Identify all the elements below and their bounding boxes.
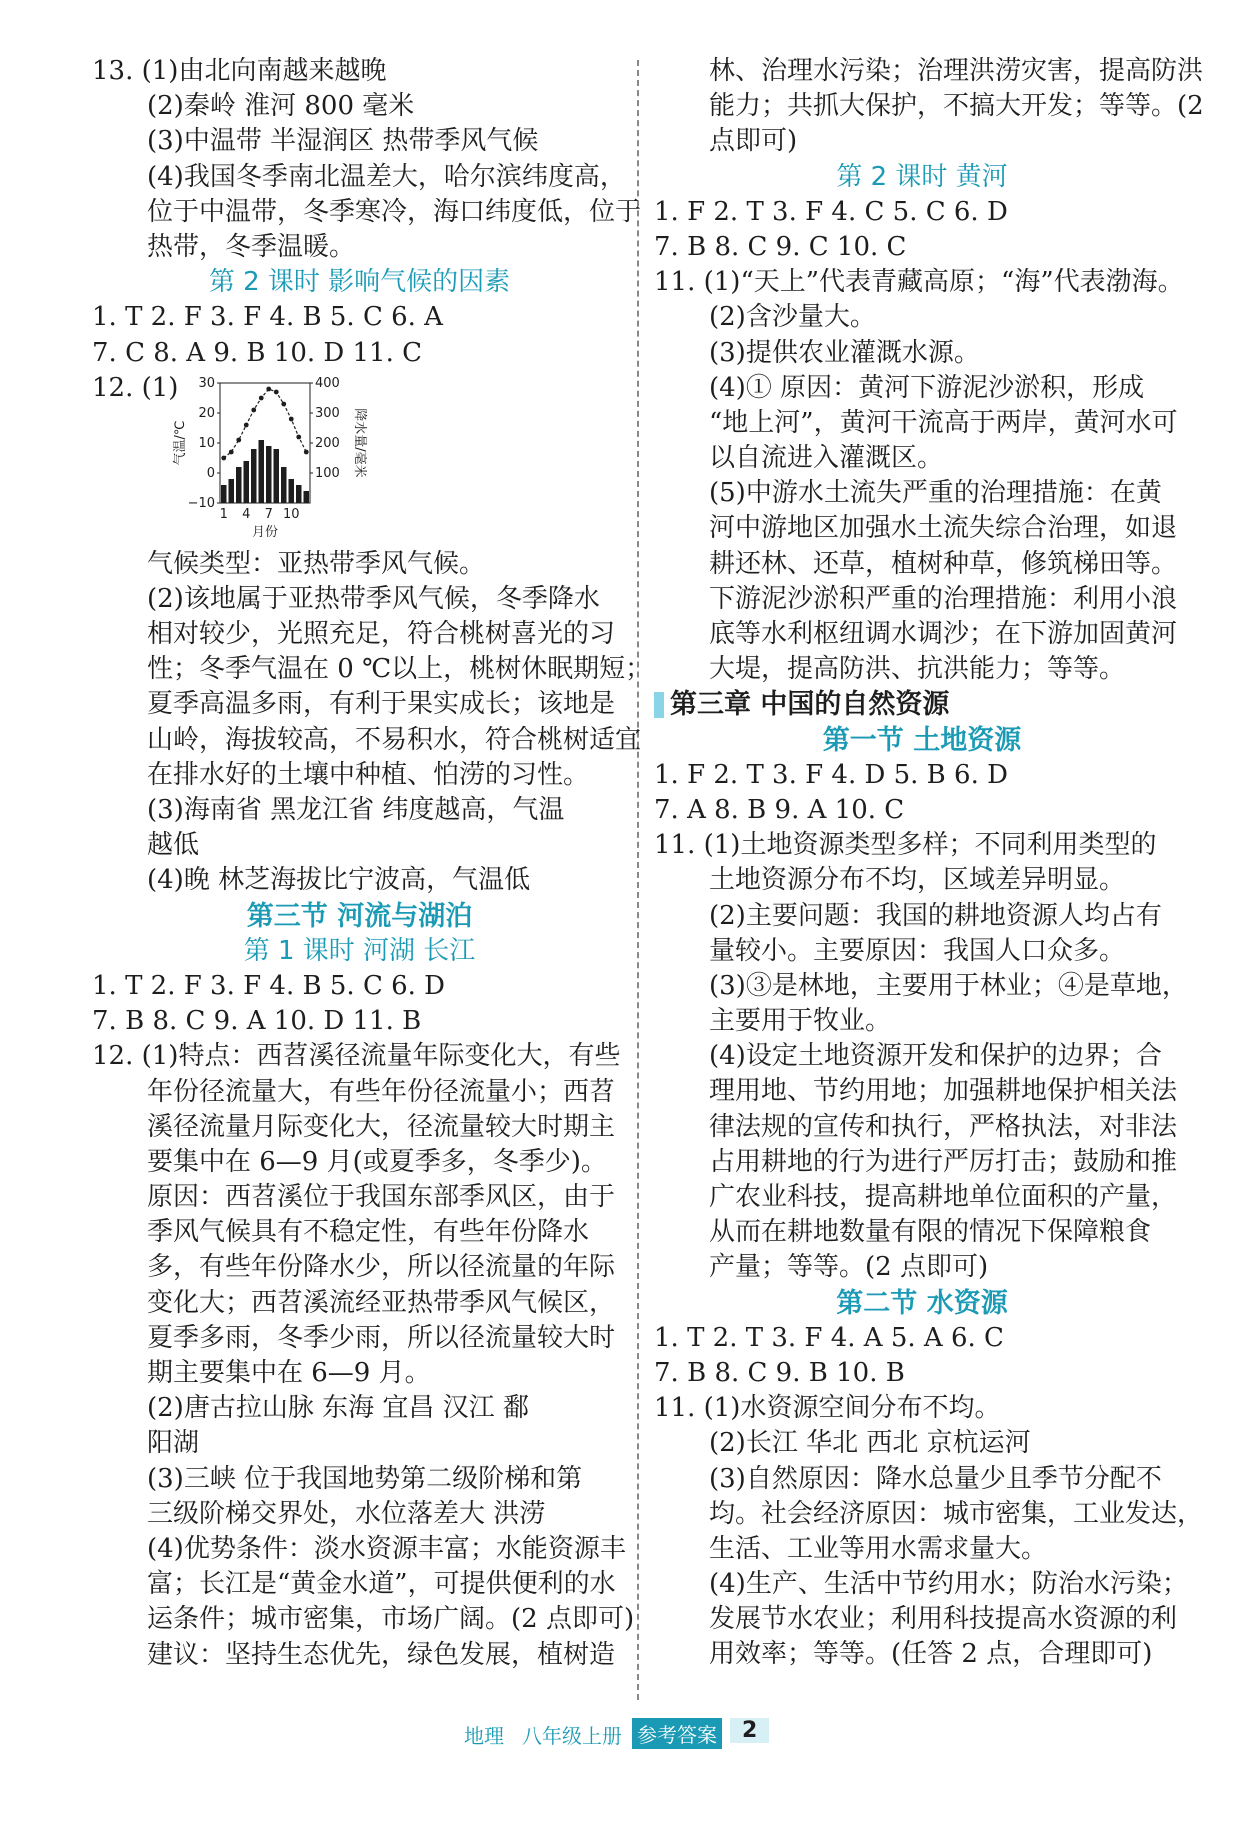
- x-tick-label: 10: [282, 506, 300, 522]
- temp-point: [266, 386, 271, 391]
- answer-line: 位于中温带，冬季寒冷，海口纬度低，位于: [147, 196, 642, 227]
- mc-answers: 7. B 8. C 9. C 10. C: [654, 231, 907, 262]
- left-tick-label: 10: [198, 435, 215, 451]
- precip-bar: [289, 479, 295, 503]
- answer-line: 性；冬季气温在 0 ℃以上，桃树休眠期短；: [147, 654, 652, 685]
- precip-bar: [259, 440, 265, 503]
- mc-answers: 7. B 8. C 9. A 10. D 11. B: [92, 1006, 422, 1037]
- q12-river-block: [92, 1039, 635, 1672]
- answer-line: 在排水好的土壤中种植、怕涝的习性。: [147, 759, 590, 790]
- answer-line: 12. (1)特点：西苕溪径流量年际变化大，有些: [92, 1041, 621, 1072]
- answer-line: (4)优势条件：淡水资源丰富；水能资源丰: [147, 1533, 626, 1564]
- precip-bar: [296, 485, 302, 503]
- right-tick-label: 300: [315, 405, 340, 421]
- right-tick-label: 200: [315, 435, 340, 451]
- answer-line: 三级阶梯交界处，水位落差大 洪涝: [147, 1498, 546, 1529]
- temp-point: [229, 449, 234, 454]
- answer-line: (3)三峡 位于我国地势第二级阶梯和第: [147, 1463, 583, 1494]
- left-tick-label: 30: [198, 375, 215, 391]
- precip-bar: [266, 446, 272, 503]
- q12-label: 12. (1): [92, 372, 179, 403]
- left-column: [92, 54, 652, 1673]
- page-footer: [440, 1716, 820, 1750]
- answer-line: 林、治理水污染；治理洪涝灾害，提高防洪: [709, 56, 1204, 86]
- answer-line: 均。社会经济原因：城市密集，工业发达，: [709, 1498, 1204, 1529]
- answer-line: 理用地、节约用地；加强耕地保护相关法: [709, 1076, 1178, 1107]
- answer-line: 气候类型：亚热带季风气候。: [147, 548, 486, 579]
- answer-line: 能力；共抓大保护，不搞大开发；等等。(2: [709, 91, 1204, 122]
- answer-line: 底等水利枢纽调水调沙；在下游加固黄河: [709, 619, 1178, 649]
- lesson-title: 第 1 课时 河湖 长江: [243, 935, 476, 966]
- mc-answers: 7. A 8. B 9. A 10. C: [654, 794, 905, 825]
- x-tick-label: 1: [219, 506, 228, 522]
- right-tick-label: 100: [315, 465, 340, 481]
- temp-point: [259, 395, 264, 400]
- answer-line: (3)海南省 黑龙江省 纬度越高，气温: [147, 795, 565, 825]
- answer-line: (4)我国冬季南北温差大，哈尔滨纬度高，: [147, 161, 626, 192]
- answer-line: 主要用于牧业。: [709, 1006, 892, 1037]
- lesson-title: 第 2 课时 黄河: [836, 161, 1008, 192]
- answer-line: 占用耕地的行为进行严厉打击；鼓励和推: [709, 1146, 1178, 1177]
- answer-line: 越低: [147, 830, 200, 861]
- answer-line: (5)中游水土流失严重的治理措施：在黄: [709, 478, 1162, 509]
- answer-line: (3)提供农业灌溉水源。: [709, 337, 980, 368]
- footer-subject: 地理: [464, 1724, 504, 1748]
- q13-block: [92, 54, 642, 265]
- answer-line: 下游泥沙淤积严重的治理措施：利用小浪: [709, 583, 1178, 614]
- precip-bar: [244, 461, 250, 503]
- answer-line: (2)含沙量大。: [709, 302, 876, 333]
- column-divider: [637, 60, 639, 1700]
- footer-grade: 八年级上册: [522, 1724, 622, 1748]
- answer-line: (2)该地属于亚热带季风气候，冬季降水: [147, 583, 600, 614]
- temp-point: [304, 449, 309, 454]
- answer-line: (2)秦岭 淮河 800 毫米: [147, 91, 415, 122]
- answer-line: 11. (1)“天上”代表青藏高原；“海”代表渤海。: [654, 267, 1184, 298]
- answer-line: 律法规的宣传和执行，严格执法，对非法: [709, 1111, 1178, 1142]
- precip-bar: [304, 491, 310, 503]
- mc-answers: 1. T 2. F 3. F 4. B 5. C 6. D: [92, 970, 446, 1001]
- answer-line: 变化大；西苕溪流经亚热带季风气候区，: [147, 1287, 616, 1318]
- answer-line: 季风气候具有不稳定性，有些年份降水: [147, 1217, 590, 1248]
- page-number: 2: [730, 1718, 769, 1743]
- answer-line: 点即可): [709, 126, 798, 157]
- mc-answers: 1. F 2. T 3. F 4. D 5. B 6. D: [654, 759, 1008, 790]
- answer-line: 要集中在 6—9 月(或夏季多，冬季少)。: [147, 1146, 607, 1177]
- answer-line: 大堤，提高防洪、抗洪能力；等等。: [709, 654, 1126, 685]
- answer-line: 年份径流量大，有些年份径流量小；西苕: [147, 1076, 616, 1107]
- temp-line: [224, 389, 307, 458]
- mc-answers: 7. C 8. A 9. B 10. D 11. C: [92, 337, 423, 368]
- answer-line: 11. (1)水资源空间分布不均。: [654, 1393, 1001, 1424]
- answer-line: 以自流进入灌溉区。: [709, 443, 944, 474]
- answer-line: 生活、工业等用水需求量大。: [709, 1533, 1048, 1564]
- answer-line: 多，有些年份降水少，所以径流量的年际: [147, 1252, 616, 1283]
- answer-line: 运条件；城市密集，市场广阔。(2 点即可): [147, 1604, 635, 1635]
- temp-point: [281, 401, 286, 406]
- temp-point: [244, 422, 249, 427]
- answer-line: 发展节水农业；利用科技提高水资源的利: [709, 1604, 1178, 1635]
- temp-point: [296, 434, 301, 439]
- answer-line: 富；长江是“黄金水道”，可提供便利的水: [147, 1569, 616, 1600]
- x-tick-label: 7: [264, 506, 273, 522]
- answer-line: 热带，冬季温暖。: [147, 231, 356, 262]
- answer-line: 阳湖: [147, 1428, 200, 1459]
- mc-answers: 1. T 2. T 3. F 4. A 5. A 6. C: [654, 1322, 1004, 1353]
- answer-line: 11. (1)土地资源类型多样；不同利用类型的: [654, 830, 1157, 861]
- temp-point: [251, 407, 256, 412]
- climate-chart: [170, 371, 410, 547]
- answer-line: 用效率；等等。(任答 2 点，合理即可): [709, 1639, 1153, 1670]
- q12-chart-block: [92, 371, 627, 547]
- answer-line: (4)晚 林芝海拔比宁波高，气温低: [147, 865, 531, 896]
- answer-line: (3)自然原因：降水总量少且季节分配不: [709, 1463, 1162, 1494]
- answer-line: 河中游地区加强水土流失综合治理，如退: [709, 513, 1178, 544]
- temp-point: [221, 455, 226, 460]
- precip-bar: [274, 449, 280, 503]
- mc-answers: 1. F 2. T 3. F 4. C 5. C 6. D: [654, 196, 1008, 227]
- x-axis-title: 月份: [251, 524, 279, 540]
- precip-bar: [251, 449, 257, 503]
- answer-line: (4)① 原因：黄河下游泥沙淤积，形成: [709, 372, 1145, 403]
- section-title: 第一节 土地资源: [822, 724, 1022, 756]
- answer-line: “地上河”，黄河干流高于两岸，黄河水可: [709, 407, 1178, 438]
- answer-line: 夏季高温多雨，有利于果实成长；该地是: [147, 689, 616, 720]
- answer-line: 相对较少，光照充足，符合桃树喜光的习: [147, 619, 616, 650]
- mc-answers: 7. B 8. C 9. B 10. B: [654, 1357, 905, 1388]
- answer-line: 建议：坚持生态优先，绿色发展，植树造: [147, 1639, 616, 1670]
- left-tick-label: −10: [187, 495, 215, 511]
- footer-badge: 参考答案: [632, 1718, 722, 1749]
- left-tick-label: 20: [198, 405, 215, 421]
- answer-line: (2)主要问题：我国的耕地资源人均占有: [709, 900, 1162, 931]
- answer-line: 夏季多雨，冬季少雨，所以径流量较大时: [147, 1322, 616, 1353]
- answer-line: 广农业科技，提高耕地单位面积的产量，: [709, 1182, 1178, 1212]
- x-tick-label: 4: [242, 506, 251, 522]
- precip-bar: [229, 479, 235, 503]
- right-tick-label: 400: [315, 375, 340, 391]
- answer-line: 山岭，海拔较高，不易积水，符合桃树适宜: [147, 724, 642, 755]
- mc-answers: 1. T 2. F 3. F 4. B 5. C 6. A: [92, 302, 443, 333]
- left-tick-label: 0: [206, 465, 215, 481]
- answer-line: (4)生产、生活中节约用水；防治水污染；: [709, 1569, 1188, 1600]
- answer-line: 量较小。主要原因：我国人口众多。: [709, 935, 1126, 966]
- answer-line: 耕还林、还草，植树种草，修筑梯田等。: [709, 548, 1178, 579]
- section-title: 第二节 水资源: [836, 1287, 1008, 1319]
- answer-line: 土地资源分布不均，区域差异明显。: [709, 865, 1126, 896]
- answer-line: 从而在耕地数量有限的情况下保障粮食: [709, 1217, 1152, 1248]
- answer-line: (2)唐古拉山脉 东海 宜昌 汉江 鄱: [147, 1393, 529, 1424]
- answer-line: 溪径流量月际变化大，径流量较大时期主: [147, 1111, 616, 1142]
- left-axis-title: 气温/℃: [173, 420, 188, 466]
- answer-line: 13. (1)由北向南越来越晚: [92, 56, 387, 86]
- temp-point: [289, 416, 294, 421]
- answer-line: (2)长江 华北 西北 京杭运河: [709, 1428, 1031, 1459]
- precip-bar: [281, 467, 287, 503]
- precip-bar: [236, 467, 242, 503]
- answer-line: (3)③是林地，主要用于林业；④是草地，: [709, 970, 1188, 1001]
- answer-line: (4)设定土地资源开发和保护的边界；合: [709, 1041, 1162, 1072]
- answer-line: (3)中温带 半湿润区 热带季风气候: [147, 126, 539, 157]
- temp-point: [274, 389, 279, 394]
- chapter-title: 第三章 中国的自然资源: [654, 687, 1190, 722]
- precip-bar: [221, 485, 227, 503]
- lesson-title: 第 2 课时 影响气候的因素: [208, 267, 511, 298]
- section-title: 第三节 河流与湖泊: [246, 900, 473, 932]
- temp-point: [236, 437, 241, 442]
- answer-line: 期主要集中在 6—9 月。: [147, 1358, 431, 1388]
- right-axis-title: 降水量/毫米: [352, 407, 367, 478]
- answer-line: 产量；等等。(2 点即可): [709, 1252, 989, 1283]
- right-column: [654, 54, 1204, 1673]
- answer-line: 原因：西苕溪位于我国东部季风区，由于: [147, 1182, 616, 1213]
